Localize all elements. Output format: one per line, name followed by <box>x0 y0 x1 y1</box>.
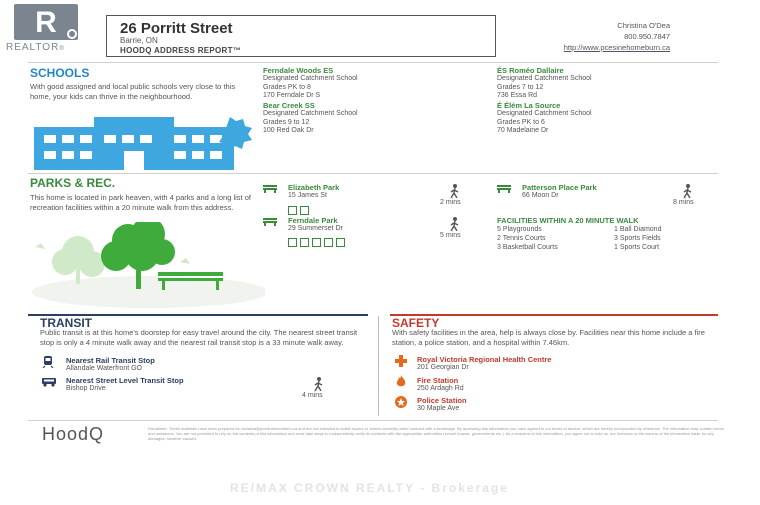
footer-divider <box>28 420 718 421</box>
park-name: Patterson Place Park <box>522 183 597 192</box>
sports-field-icon <box>300 238 309 247</box>
school-address: 70 Madelaine Dr <box>497 127 549 134</box>
school-type: Designated Catchment School <box>263 110 358 117</box>
facilities-title: FACILITIES WITHIN A 20 MINUTE WALK <box>497 216 639 225</box>
school-4[interactable] <box>497 101 717 136</box>
parks-title: PARKS & REC. <box>30 176 116 190</box>
playground-icon <box>288 206 297 215</box>
transit-title: TRANSIT <box>40 316 92 330</box>
realtor-logo <box>6 4 86 54</box>
basketball-icon <box>324 238 333 247</box>
hospital-address: 201 Georgian Dr <box>417 364 469 371</box>
bus-icon <box>42 377 56 387</box>
rail-stop-value: Allandale Waterfront GO <box>66 365 142 372</box>
school-3[interactable] <box>263 101 483 136</box>
realtor-wordmark: REALTOR <box>6 42 60 53</box>
park-name: Elizabeth Park <box>288 183 340 192</box>
facility: 1 Ball Diamond <box>614 226 662 233</box>
school-grades: Grades PK to 6 <box>497 118 545 126</box>
fire-station-name: Fire Station <box>417 376 459 385</box>
transit-walk-time: 4 mins <box>302 392 323 399</box>
bench-icon <box>497 184 511 193</box>
parks-divider <box>28 173 718 174</box>
agent-info <box>564 20 670 53</box>
police-icon <box>395 396 407 408</box>
facility: 5 Playgrounds <box>497 226 542 233</box>
walk-icon <box>313 377 325 391</box>
realtor-trademark: ® <box>59 46 65 52</box>
police-station-name: Police Station <box>417 396 467 405</box>
schools-description: With good assigned and local public schools very close to this home, your kids can thrive in the neighbourhood. <box>30 82 236 101</box>
school-type: Designated Catchment School <box>497 110 592 117</box>
park-walk-time: 8 mins <box>673 199 694 206</box>
school-address: 736 Essa Rd <box>497 92 538 99</box>
transit-description: Public transit is at this home's doorstep for easy travel around the city. The nearest street transit stop is only a 4 minute walk away and the nearest rail transit stop is a 33 minute walk away. <box>40 328 358 347</box>
police-station-address: 30 Maple Ave <box>417 405 460 412</box>
sports-field-icon <box>300 206 309 215</box>
hospital-icon <box>395 355 407 367</box>
park-name: Ferndale Park <box>288 216 338 225</box>
park-walk-time: 2 mins <box>440 199 461 206</box>
school-grades: Grades 9 to 12 <box>263 118 310 126</box>
walk-icon <box>449 217 461 231</box>
school-name: Bear Creek SS <box>263 101 315 110</box>
svg-text:R: R <box>35 6 57 39</box>
tennis-icon <box>312 238 321 247</box>
safety-description: With safety facilities in the area, help is always close by. Facilities near this home include a fire station, a police station, and a hospital within 7.46km. <box>392 328 705 347</box>
agent-website[interactable]: http://www.pcesinehomeburn.ca <box>563 43 670 52</box>
agent-name: Christina O'Dea <box>617 21 670 30</box>
school-name: É Élém La Source <box>497 101 561 110</box>
school-grades: Grades PK to 8 <box>263 83 311 91</box>
school-address: 100 Red Oak Dr <box>263 127 314 134</box>
bench-icon <box>263 184 277 193</box>
schools-title: SCHOOLS <box>30 66 90 80</box>
disclaimer: Disclaimer: These materials have been prepared for christina@pcesinehomeburn.ca and are not intended to solicit buyers or sellers currently under contract with a brokerage. By accessing this information you have agreed to our terms of service, which are hereby incorporated by reference. The information may contain errors and omissions. You are not permitted to rely on the contents of this information and must take steps to independently verify its contents with the appropriate authorities (school boards, governments etc.). As a recipient of this information, you agree not to hold us, our licensors or the owners of the information liable for any damages, however caused. <box>148 426 724 441</box>
park-address: 15 James St <box>288 192 327 199</box>
train-icon <box>42 356 54 368</box>
fire-icon <box>396 375 406 387</box>
rail-stop-label: Nearest Rail Transit Stop <box>66 356 155 365</box>
park-trees-icon <box>30 222 265 310</box>
street-stop-value: Bishop Drive <box>66 385 106 392</box>
walk-icon <box>682 184 694 198</box>
hospital-name: Royal Victoria Regional Health Centre <box>417 355 552 364</box>
sports-court-icon <box>336 238 345 247</box>
school-type: Designated Catchment School <box>497 75 592 82</box>
school-2[interactable] <box>497 66 717 101</box>
school-building-icon <box>34 115 256 170</box>
park-walk-time: 5 mins <box>440 232 461 239</box>
school-grades: Grades 7 to 12 <box>497 83 544 91</box>
school-name: ÉS Roméo Dallaire <box>497 66 564 75</box>
city: Barrie, ON <box>120 36 158 45</box>
playground-icon <box>288 238 297 247</box>
school-address: 170 Ferndale Dr S <box>263 92 321 99</box>
bench-icon <box>263 217 277 226</box>
school-type: Designated Catchment School <box>263 75 358 82</box>
park-address: 66 Moon Dr <box>522 192 559 199</box>
school-1[interactable] <box>263 66 483 101</box>
school-name: Ferndale Woods ES <box>263 66 334 75</box>
street-address: 26 Porritt Street <box>120 20 233 37</box>
report-title: HOODQ ADDRESS REPORT™ <box>120 46 242 55</box>
facility: 3 Basketball Courts <box>497 244 558 251</box>
walk-icon <box>449 184 461 198</box>
agent-phone[interactable]: 800.950.7847 <box>624 32 670 41</box>
section-divider <box>378 316 379 416</box>
watermark: RE/MAX CROWN REALTY - Brokerage <box>230 481 509 495</box>
facility: 3 Sports Fields <box>614 235 661 242</box>
fire-station-address: 250 Ardagh Rd <box>417 385 464 392</box>
schools-divider <box>28 62 718 63</box>
safety-title: SAFETY <box>392 316 440 330</box>
street-stop-label: Nearest Street Level Transit Stop <box>66 376 184 385</box>
park-address: 29 Summerset Dr <box>288 225 343 232</box>
hoodq-logo: HoodQ <box>42 424 105 444</box>
parks-description: This home is located in park heaven, with 4 parks and a long list of recreation facilities within a 20 minute walk from this address. <box>30 193 251 212</box>
facility: 1 Sports Court <box>614 244 660 251</box>
facility: 2 Tennis Courts <box>497 235 546 242</box>
